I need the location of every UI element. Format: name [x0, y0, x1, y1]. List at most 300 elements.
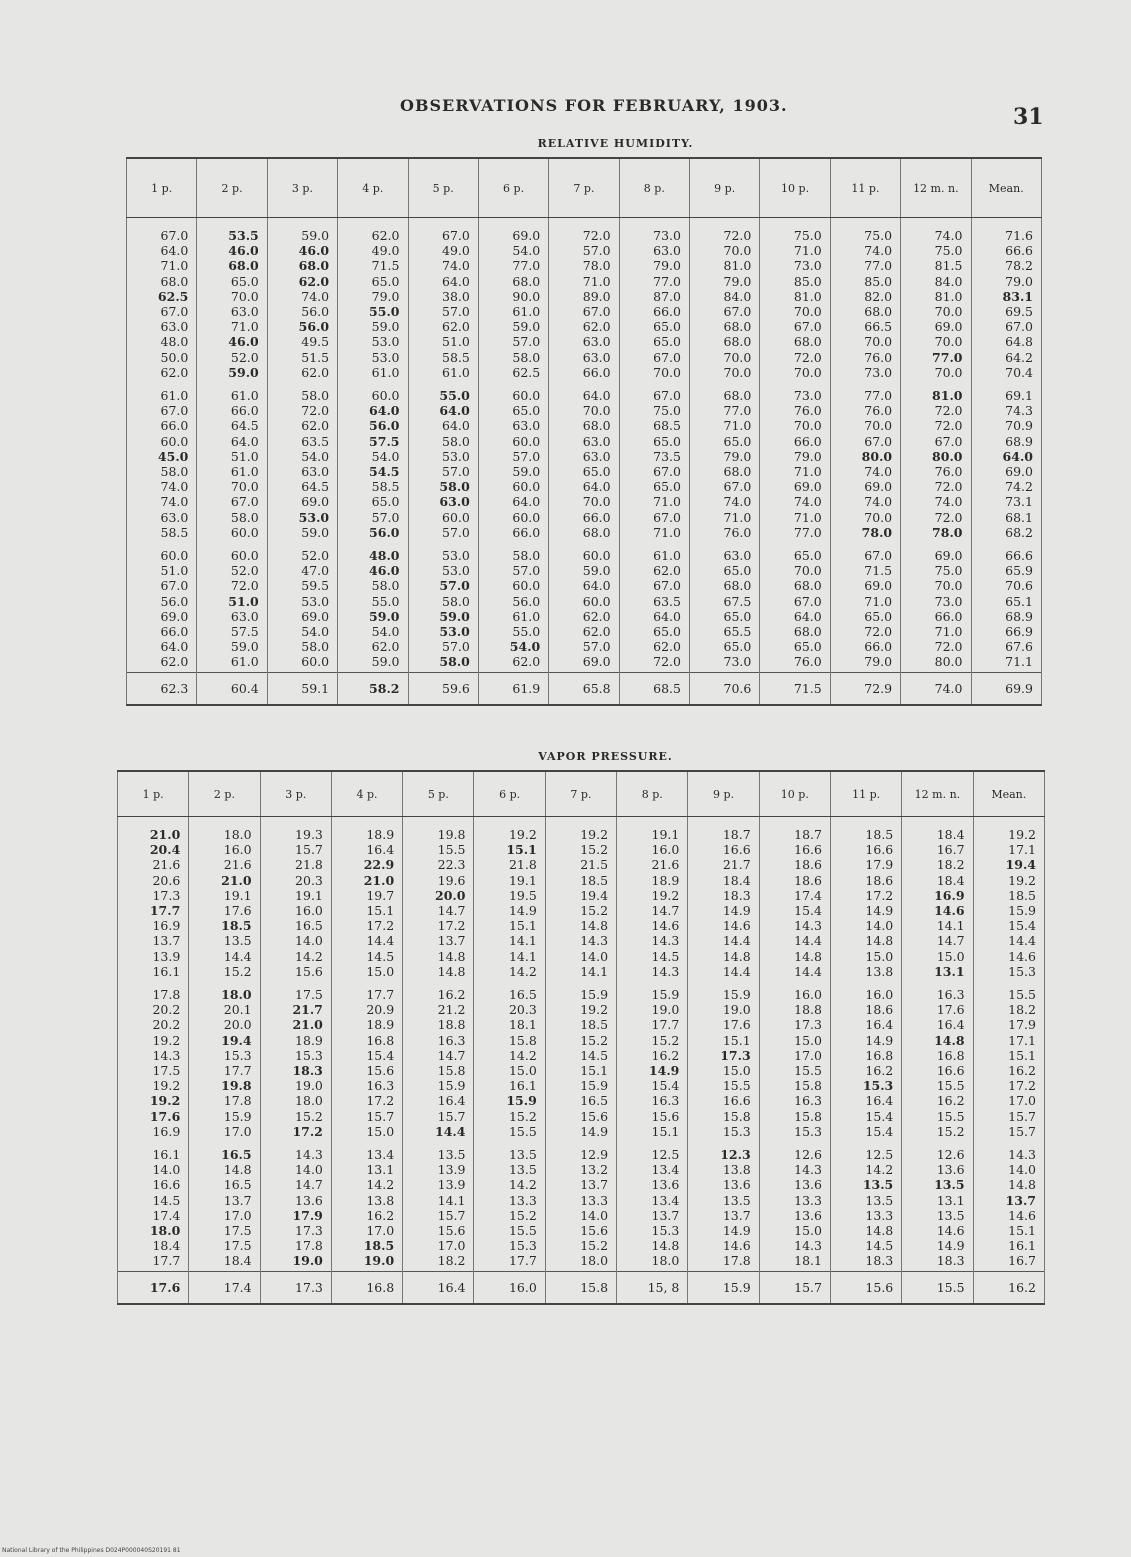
table-cell: 18.6	[865, 872, 894, 888]
table-cell: 74.3	[1005, 403, 1033, 419]
table-cell: 14.1	[508, 948, 537, 964]
table-cell: 17.7	[508, 1253, 537, 1269]
table-cell: 16.6	[865, 842, 894, 858]
table-cell: 60.0	[512, 578, 541, 594]
mean-cell: 68.5	[619, 672, 689, 705]
table-cell: 17.3	[794, 1017, 822, 1033]
table-cell-group	[973, 1141, 1044, 1271]
table-cell: 18.3	[292, 1063, 323, 1079]
table-cell: 15.7	[366, 1108, 395, 1124]
table-cell: 15.9	[651, 987, 680, 1003]
table-cell: 20.9	[366, 1002, 395, 1018]
table-cell: 16.5	[223, 1177, 252, 1193]
table-cell: 13.7	[580, 1177, 609, 1193]
table-cell: 15.0	[865, 948, 894, 964]
table-cell-group	[545, 817, 616, 982]
column-header: 3 p.	[260, 771, 331, 817]
table-cell: 17.3	[295, 1223, 323, 1239]
table-cell: 14.1	[936, 918, 965, 934]
table-cell: 64.0	[582, 388, 611, 404]
table-cell: 16.3	[366, 1078, 395, 1094]
table-cell: 18.8	[794, 1002, 822, 1018]
table-cell: 19.0	[295, 1078, 323, 1094]
table-cell: 13.6	[936, 1162, 965, 1178]
column-header: 3 p.	[267, 158, 337, 218]
table-cell: 67.0	[653, 578, 681, 594]
table-cell: 63.0	[653, 243, 681, 259]
table-cell: 57.0	[442, 304, 470, 320]
table-cell: 15.9	[437, 1078, 466, 1094]
table-cell: 84.0	[723, 288, 752, 304]
table-row-group	[118, 817, 1045, 982]
table-cell: 67.0	[793, 593, 822, 609]
table-cell: 68.0	[864, 304, 893, 320]
table-cell-group	[338, 382, 408, 542]
table-cell: 18.0	[295, 1093, 323, 1109]
mean-cell: 59.1	[267, 672, 337, 705]
table-cell: 15.6	[580, 1223, 609, 1239]
table-cell: 70.0	[934, 578, 963, 594]
table-cell: 65.0	[582, 464, 611, 480]
table-cell: 68.9	[1005, 433, 1033, 449]
table-cell-group	[902, 817, 973, 982]
table-cell-group	[759, 1141, 830, 1271]
table-cell-group	[760, 542, 830, 672]
table-cell: 16.3	[651, 1093, 680, 1109]
table-cell: 18.6	[794, 857, 822, 873]
table-cell-group	[338, 542, 408, 672]
table-cell: 63.0	[582, 433, 611, 449]
mean-cell: 16.2	[973, 1271, 1044, 1304]
mean-cell: 74.0	[901, 672, 971, 705]
table-cell: 79.0	[793, 448, 822, 464]
table-cell: 66.0	[582, 509, 611, 525]
table-cell: 14.5	[580, 1047, 609, 1063]
table-cell: 13.2	[580, 1162, 609, 1178]
table-cell: 15.5	[794, 1063, 822, 1079]
table-cell: 59.0	[228, 364, 259, 380]
table-cell: 58.0	[371, 578, 400, 594]
table-cell-group	[901, 382, 971, 542]
table-cell: 14.6	[1008, 1207, 1036, 1223]
table-cell: 79.0	[723, 448, 752, 464]
table-cell: 13.7	[722, 1207, 751, 1223]
table-cell: 78.0	[932, 524, 963, 540]
table-cell: 80.0	[934, 654, 963, 670]
table-cell: 19.3	[295, 827, 323, 842]
table-cell: 50.0	[160, 349, 189, 365]
table-cell: 17.9	[865, 857, 894, 873]
table-cell: 16.4	[366, 842, 395, 858]
table-cell: 89.0	[582, 288, 611, 304]
table-cell: 58.0	[230, 509, 259, 525]
table-cell: 54.0	[301, 448, 330, 464]
table-cell: 15.1	[722, 1032, 751, 1048]
table-cell: 19.4	[1005, 857, 1036, 873]
table-cell: 14.6	[722, 918, 751, 934]
table-cell: 69.5	[1005, 304, 1033, 320]
table-cell: 14.3	[794, 918, 822, 934]
table-cell: 74.0	[864, 494, 893, 510]
table-cell: 56.0	[369, 418, 400, 434]
table-cell: 79.0	[723, 273, 752, 289]
table-cell: 14.4	[722, 933, 751, 949]
table-cell: 13.5	[437, 1147, 466, 1163]
table-cell: 14.2	[366, 1177, 395, 1193]
table-cell: 60.0	[160, 433, 189, 449]
table-cell: 15.4	[651, 1078, 680, 1094]
table-cell: 69.0	[864, 479, 893, 495]
table-cell: 15.0	[366, 963, 395, 979]
table-cell: 59.0	[439, 608, 470, 624]
table-cell: 15.2	[223, 963, 252, 979]
table-cell-group	[901, 542, 971, 672]
table-cell: 60.0	[160, 548, 189, 564]
table-cell: 64.0	[653, 608, 681, 624]
table-cell: 57.0	[512, 334, 541, 350]
table-cell: 63.0	[160, 509, 189, 525]
table-cell: 66.0	[793, 433, 822, 449]
table-cell: 13.3	[580, 1192, 609, 1208]
table-cell: 17.6	[149, 1108, 181, 1124]
table-cell-group	[408, 542, 478, 672]
table-cell: 15.1	[580, 1063, 609, 1079]
table-cell: 53.0	[439, 624, 470, 640]
table-cell: 17.6	[722, 1017, 751, 1033]
table-cell: 16.5	[295, 918, 323, 934]
table-cell: 57.0	[442, 639, 470, 655]
table-cell: 64.5	[230, 418, 259, 434]
table-cell: 15.4	[865, 1123, 894, 1139]
table-cell: 71.5	[371, 258, 400, 274]
table-cell: 13.6	[794, 1177, 822, 1193]
table-cell: 68.0	[723, 578, 752, 594]
table-cell: 65.9	[1005, 563, 1033, 579]
table-cell: 62.0	[442, 319, 470, 335]
table-cell: 72.0	[934, 639, 963, 655]
table-cell: 76.0	[864, 349, 893, 365]
table-cell: 17.0	[366, 1223, 395, 1239]
table-cell: 16.2	[437, 987, 466, 1003]
table-cell: 66.0	[160, 418, 189, 434]
table-cell: 13.3	[865, 1207, 894, 1223]
table-cell: 14.8	[934, 1032, 965, 1048]
table-cell: 15.5	[722, 1078, 751, 1094]
table-cell: 16.8	[936, 1047, 965, 1063]
table-cell: 18.9	[651, 872, 680, 888]
table-cell: 15.5	[936, 1108, 965, 1124]
table-cell: 15.6	[651, 1108, 680, 1124]
table-cell: 15.5	[1008, 987, 1036, 1003]
column-header: 5 p.	[403, 771, 474, 817]
table-cell: 71.0	[230, 319, 259, 335]
table-cell: 15.2	[508, 1108, 537, 1124]
table-cell: 57.0	[512, 448, 541, 464]
table-cell: 18.2	[437, 1253, 466, 1269]
table-cell: 18.2	[1008, 1002, 1036, 1018]
mean-cell: 15.6	[830, 1271, 901, 1304]
table-cell: 72.0	[864, 624, 893, 640]
table-cell: 57.5	[230, 624, 259, 640]
table-cell: 49.0	[442, 243, 470, 259]
table-cell: 14.1	[508, 933, 537, 949]
table-header-row	[127, 158, 1042, 218]
table-cell: 71.0	[582, 273, 611, 289]
table-cell: 65.0	[793, 548, 822, 564]
table-cell: 18.4	[152, 1238, 181, 1254]
table-cell: 57.5	[369, 433, 400, 449]
table-cell-group	[690, 382, 760, 542]
mean-cell: 17.4	[189, 1271, 260, 1304]
table-cell: 19.2	[149, 1093, 181, 1109]
table-cell: 17.2	[437, 918, 466, 934]
table-cell: 63.0	[230, 608, 259, 624]
mean-cell: 15.7	[759, 1271, 830, 1304]
table-cell: 69.0	[793, 479, 822, 495]
table-cell: 18.5	[363, 1238, 395, 1254]
table-cell-group	[474, 981, 545, 1141]
table-cell: 51.0	[160, 563, 189, 579]
table-cell-group	[830, 981, 901, 1141]
table-cell: 21.7	[722, 857, 751, 873]
table-cell: 52.0	[230, 349, 259, 365]
table-cell: 14.0	[152, 1162, 181, 1178]
table-cell: 18.5	[221, 918, 252, 934]
table-cell-group	[338, 218, 408, 383]
table-cell: 21.0	[221, 872, 252, 888]
table-cell: 79.0	[1005, 273, 1033, 289]
table-cell: 14.7	[651, 903, 680, 919]
table-cell-group	[549, 382, 619, 542]
table-cell: 15.0	[366, 1123, 395, 1139]
table-cell: 70.6	[1005, 578, 1033, 594]
table-cell: 16.2	[651, 1047, 680, 1063]
table-cell: 22.9	[363, 857, 395, 873]
table-cell: 68.0	[160, 273, 189, 289]
table-cell: 68.0	[228, 258, 259, 274]
table-cell: 59.0	[369, 608, 400, 624]
table-cell: 21.2	[437, 1002, 466, 1018]
table-cell: 79.0	[653, 258, 681, 274]
table-cell: 16.9	[152, 1123, 181, 1139]
table-cell: 16.0	[651, 842, 680, 858]
table-cell: 73.0	[723, 654, 752, 670]
table-cell: 58.0	[439, 479, 470, 495]
table-cell: 53.0	[371, 349, 400, 365]
table-cell: 58.5	[371, 479, 400, 495]
table-cell: 67.0	[582, 304, 611, 320]
table-cell: 60.0	[582, 593, 611, 609]
table-cell: 19.0	[292, 1253, 323, 1269]
table-cell: 65.0	[723, 608, 752, 624]
table-row-group	[127, 382, 1042, 542]
table-cell: 78.0	[861, 524, 893, 540]
table-cell: 64.0	[230, 433, 259, 449]
table-cell: 17.1	[1008, 1032, 1036, 1048]
table-cell: 15.7	[437, 1108, 466, 1124]
table-cell: 16.1	[1008, 1238, 1036, 1254]
table-cell-group	[267, 382, 337, 542]
table-cell: 51.5	[301, 349, 330, 365]
table-cell: 59.5	[301, 578, 330, 594]
table-cell: 69.0	[512, 228, 541, 243]
table-cell: 19.2	[508, 827, 537, 842]
mean-cell: 16.0	[474, 1271, 545, 1304]
table-cell: 57.0	[439, 578, 470, 594]
table-cell: 17.1	[1008, 842, 1036, 858]
table-cell: 62.0	[371, 228, 400, 243]
table-cell: 64.0	[439, 403, 470, 419]
table-cell: 70.0	[793, 418, 822, 434]
table-cell-group	[549, 218, 619, 383]
table-cell: 21.0	[292, 1017, 323, 1033]
mean-cell: 17.3	[260, 1271, 331, 1304]
table-cell: 59.0	[230, 639, 259, 655]
table-cell: 65.0	[793, 639, 822, 655]
table-cell: 47.0	[301, 563, 330, 579]
mean-cell: 58.2	[338, 672, 408, 705]
table-cell: 58.0	[512, 548, 541, 564]
table-cell: 63.0	[582, 349, 611, 365]
table-cell: 65.0	[230, 273, 259, 289]
table-cell: 15.1	[508, 918, 537, 934]
table-cell: 16.9	[934, 887, 965, 903]
table-cell: 74.0	[864, 464, 893, 480]
table-cell: 58.0	[301, 388, 330, 404]
table-cell: 16.5	[580, 1093, 609, 1109]
table-cell: 16.2	[865, 1063, 894, 1079]
table-cell: 64.0	[369, 403, 400, 419]
table-cell: 14.2	[508, 963, 537, 979]
table-cell: 14.3	[651, 933, 680, 949]
table-cell: 81.0	[932, 388, 963, 404]
table-cell: 18.3	[722, 887, 751, 903]
table-row-group	[127, 542, 1042, 672]
table-cell: 77.0	[864, 388, 893, 404]
column-header: 9 p.	[688, 771, 759, 817]
mean-cell: 16.8	[331, 1271, 402, 1304]
table-cell: 17.0	[1008, 1093, 1036, 1109]
table-cell: 16.0	[794, 987, 822, 1003]
table-cell: 19.4	[580, 887, 609, 903]
table-cell: 66.0	[230, 403, 259, 419]
table-cell: 16.2	[366, 1207, 395, 1223]
table-cell: 13.6	[651, 1177, 680, 1193]
table-cell-group	[545, 1141, 616, 1271]
table-cell: 20.2	[152, 1017, 181, 1033]
table-cell-group	[619, 382, 689, 542]
table-cell: 64.5	[301, 479, 330, 495]
table-cell: 15.4	[366, 1047, 395, 1063]
table-cell: 18.7	[794, 827, 822, 842]
table-cell: 21.5	[580, 857, 609, 873]
mean-cell: 15.5	[902, 1271, 973, 1304]
table-cell: 14.0	[865, 918, 894, 934]
table-cell: 66.0	[512, 524, 541, 540]
table-cell: 63.5	[653, 593, 681, 609]
table-cell: 15.2	[936, 1123, 965, 1139]
table-cell: 15.2	[651, 1032, 680, 1048]
table-cell: 73.0	[864, 364, 893, 380]
table-cell: 84.0	[934, 273, 963, 289]
table-cell-group	[617, 817, 688, 982]
mean-cell: 17.6	[118, 1271, 189, 1304]
table-cell: 69.0	[301, 494, 330, 510]
table-cell: 18.1	[508, 1017, 537, 1033]
table-cell: 67.0	[653, 349, 681, 365]
table-cell: 13.5	[936, 1207, 965, 1223]
table-cell: 54.0	[509, 639, 541, 655]
table-cell: 14.3	[1008, 1147, 1036, 1163]
table-cell: 18.0	[223, 827, 252, 842]
table-cell: 13.8	[366, 1192, 395, 1208]
table-cell-group	[971, 382, 1042, 542]
table-cell: 56.0	[512, 593, 541, 609]
table-cell: 73.0	[934, 593, 963, 609]
column-header: 6 p.	[478, 158, 548, 218]
table-cell: 71.1	[1005, 654, 1033, 670]
table-cell: 12.6	[936, 1147, 965, 1163]
mean-cell: 61.9	[478, 672, 548, 705]
table-cell: 17.4	[152, 1207, 181, 1223]
table-cell: 14.0	[580, 948, 609, 964]
column-header: 7 p.	[549, 158, 619, 218]
table-cell: 61.0	[653, 548, 681, 564]
table-cell: 62.0	[371, 639, 400, 655]
table-cell: 14.4	[366, 933, 395, 949]
column-header: 8 p.	[617, 771, 688, 817]
table-cell: 15.1	[1008, 1047, 1036, 1063]
table-cell: 59.0	[301, 228, 330, 243]
table-cell: 12.5	[865, 1147, 894, 1163]
table-cell: 15.7	[1008, 1108, 1036, 1124]
table-cell: 58.5	[442, 349, 470, 365]
table-cell: 14.7	[437, 1047, 466, 1063]
table-cell: 21.0	[149, 827, 181, 842]
table-cell: 16.6	[794, 842, 822, 858]
table-cell: 13.1	[366, 1162, 395, 1178]
table-cell-group	[830, 382, 900, 542]
table-cell: 17.0	[223, 1207, 252, 1223]
table-cell: 60.0	[442, 509, 470, 525]
table-cell: 14.8	[651, 1238, 680, 1254]
table-cell: 15.2	[580, 1238, 609, 1254]
table-cell: 81.5	[934, 258, 963, 274]
table-cell-group	[189, 1141, 260, 1271]
table-cell: 62.0	[582, 608, 611, 624]
table-cell: 14.7	[437, 903, 466, 919]
table-cell: 67.0	[653, 509, 681, 525]
table-cell: 77.0	[653, 273, 681, 289]
table-cell: 62.0	[298, 273, 330, 289]
table-cell: 18.3	[936, 1253, 965, 1269]
table-cell-group	[474, 1141, 545, 1271]
table-cell: 66.6	[1005, 243, 1033, 259]
table-cell: 59.0	[582, 563, 611, 579]
table-cell-group	[688, 981, 759, 1141]
table-cell: 15.9	[580, 1078, 609, 1094]
table-cell: 70.0	[230, 288, 259, 304]
table-cell-group	[619, 542, 689, 672]
table-cell: 17.2	[366, 1093, 395, 1109]
table-cell: 62.0	[582, 624, 611, 640]
table-cell: 66.0	[934, 608, 963, 624]
table-cell: 49.5	[301, 334, 330, 350]
table-cell: 16.8	[865, 1047, 894, 1063]
table-cell: 60.0	[230, 548, 259, 564]
table-cell: 14.8	[437, 963, 466, 979]
table-cell: 17.2	[865, 887, 894, 903]
